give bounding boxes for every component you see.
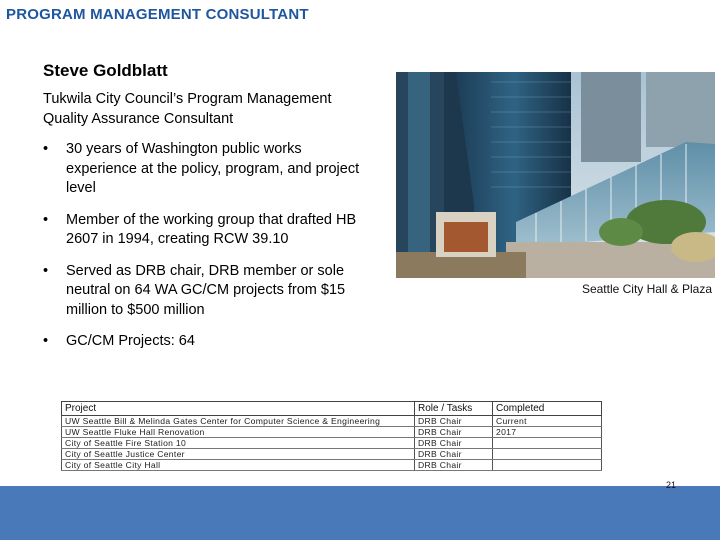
table-row (62, 449, 602, 460)
table-row (62, 427, 602, 438)
cell-project: UW Seattle Bill & Melinda Gates Center for Computer Science & Engineering (62, 416, 415, 427)
bullet-dot-icon: • (43, 262, 49, 279)
cell-role: DRB Chair (415, 460, 493, 471)
cell-project: UW Seattle Fluke Hall Renovation (62, 427, 415, 438)
table-row (62, 460, 602, 471)
cell-completed (493, 460, 602, 471)
page-title: PROGRAM MANAGEMENT CONSULTANT (6, 6, 309, 23)
city-hall-photo (396, 72, 715, 278)
projects-table (61, 401, 602, 471)
cell-completed: 2017 (493, 427, 602, 438)
table-header-row (62, 402, 602, 416)
city-hall-illustration (396, 72, 715, 278)
cell-project: City of Seattle Fire Station 10 (62, 438, 415, 449)
bullet-text: GC/CM Projects: 64 (66, 333, 195, 349)
bullet-text: Member of the working group that drafted HB 2607 in 1994, creating RCW 39.10 (66, 211, 357, 247)
person-role: Tukwila City Council’s Program Management Quality Assurance Consultant (43, 91, 332, 127)
header-completed: Completed (493, 402, 602, 416)
bullet-dot-icon: • (43, 333, 49, 349)
cell-role: DRB Chair (415, 438, 493, 449)
cell-project: City of Seattle City Hall (62, 460, 415, 471)
cell-role: DRB Chair (415, 416, 493, 427)
bullet-item (43, 262, 363, 321)
footer-bar (0, 486, 720, 540)
cell-completed (493, 449, 602, 460)
bullet-dot-icon: • (43, 141, 49, 157)
cell-project: City of Seattle Justice Center (62, 449, 415, 460)
page-number: 21 (665, 480, 676, 490)
person-name: Steve Goldblatt (43, 61, 168, 80)
header-role: Role / Tasks (415, 402, 493, 416)
cell-role: DRB Chair (415, 427, 493, 438)
bullet-dot-icon: • (43, 211, 49, 228)
photo-caption: Seattle City Hall & Plaza (581, 282, 712, 296)
cell-completed: Current (493, 416, 602, 427)
header-project: Project (62, 402, 415, 416)
table-row (62, 438, 602, 449)
cell-role: DRB Chair (415, 449, 493, 460)
bullet-item (43, 211, 363, 250)
bullet-text: 30 years of Washington public works experience at the policy, program, and project level (66, 141, 360, 196)
bullet-list (43, 140, 363, 364)
bullet-item (43, 332, 363, 352)
bullet-item (43, 140, 363, 199)
table-row (62, 416, 602, 427)
cell-completed (493, 438, 602, 449)
bullet-text: Served as DRB chair, DRB member or sole neutral on 64 WA GC/CM projects from $15 million to $500 million (66, 262, 346, 318)
